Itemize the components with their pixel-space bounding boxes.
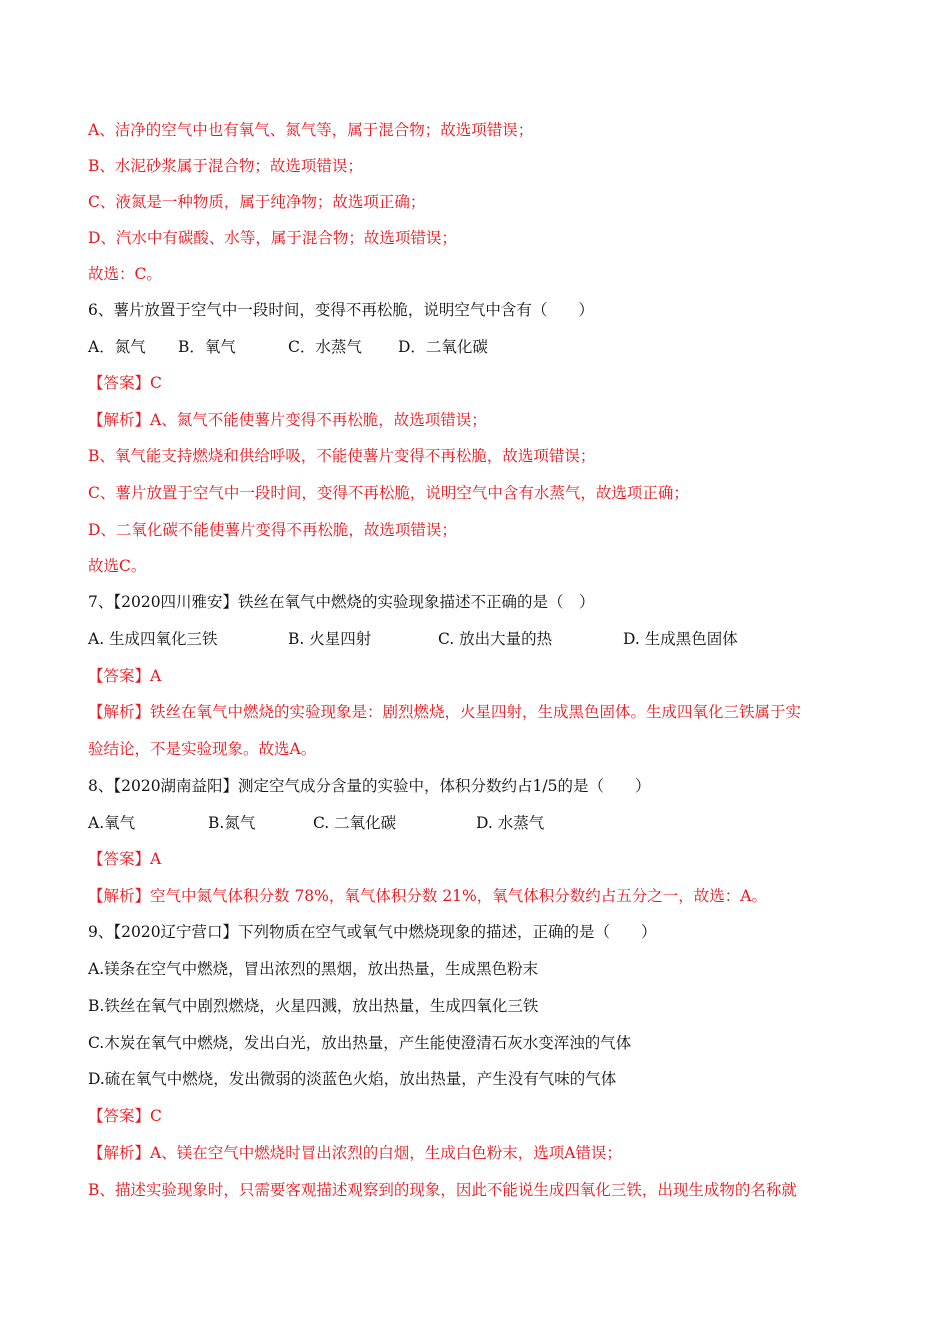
q8-analysis-line bbox=[88, 886, 767, 906]
q9-option-b: B.铁丝在氧气中剧烈燃烧，火星四溅，放出热量，生成四氧化三铁 bbox=[88, 997, 539, 1015]
q5-explanation-a: A、洁净的空气中也有氧气、氮气等，属于混合物；故选项错误； bbox=[88, 121, 534, 139]
q9-stem: 9、【2020辽宁营口】下列物质在空气或氧气中燃烧现象的描述，正确的是（ ） bbox=[88, 923, 657, 941]
q6-analysis-line: C、薯片放置于空气中一段时间，变得不再松脆，说明空气中含有水蒸气，故选项正确； bbox=[88, 484, 689, 502]
q7-option-b: B. 火星四射 bbox=[288, 630, 372, 648]
answer-value: A bbox=[150, 850, 162, 868]
q8-stem: 8、【2020湖南益阳】测定空气成分含量的实验中，体积分数约占1/5的是（ ） bbox=[88, 777, 651, 795]
q6-option-b: B．氧气 bbox=[178, 338, 236, 356]
q6-analysis-line: D、二氧化碳不能使薯片变得不再松脆，故选项错误； bbox=[88, 521, 457, 539]
q8-option-b: B.氮气 bbox=[208, 814, 256, 832]
q8-option-d: D. 水蒸气 bbox=[476, 814, 545, 832]
analysis-tag: 【解析】 bbox=[88, 411, 151, 429]
q9-option-d: D.硫在氧气中燃烧，发出微弱的淡蓝色火焰，放出热量，产生没有气味的气体 bbox=[88, 1070, 617, 1088]
q5-explanation-d: D、汽水中有碳酸、水等，属于混合物；故选项错误； bbox=[88, 229, 457, 247]
q7-option-a: A. 生成四氧化三铁 bbox=[88, 630, 218, 648]
answer-tag: 【答案】 bbox=[88, 850, 151, 868]
q6-answer bbox=[88, 373, 162, 393]
q6-option-c: C．水蒸气 bbox=[288, 338, 362, 356]
q9-option-c: C.木炭在氧气中燃烧，发出白光，放出热量，产生能使澄清石灰水变浑浊的气体 bbox=[88, 1034, 632, 1052]
q8-option-c: C. 二氧化碳 bbox=[313, 814, 397, 832]
analysis-text: 铁丝在氧气中燃烧的实验现象是：剧烈燃烧，火星四射，生成黑色固体。生成四氧化三铁属于实 bbox=[150, 703, 802, 721]
q7-stem: 7、【2020四川雅安】铁丝在氧气中燃烧的实验现象描述不正确的是（ ） bbox=[88, 593, 595, 611]
analysis-text: 空气中氮气体积分数 78%，氧气体积分数 21%，氧气体积分数约占五分之一，故选：A。 bbox=[150, 887, 767, 905]
answer-tag: 【答案】 bbox=[88, 667, 151, 685]
q5-explanation-c: C、液氮是一种物质，属于纯净物；故选项正确； bbox=[88, 193, 426, 211]
q8-answer bbox=[88, 849, 161, 869]
q8-options bbox=[88, 813, 544, 833]
q7-analysis-line bbox=[88, 702, 801, 722]
q6-option-a: A．氮气 bbox=[88, 338, 146, 356]
q7-option-c: C. 放出大量的热 bbox=[438, 630, 553, 648]
q6-stem: 6、薯片放置于空气中一段时间，变得不再松脆，说明空气中含有（ ） bbox=[88, 301, 594, 319]
answer-value: A bbox=[150, 667, 162, 685]
q5-conclusion: 故选：C。 bbox=[88, 265, 162, 283]
q7-option-d: D. 生成黑色固体 bbox=[623, 630, 738, 648]
analysis-tag: 【解析】 bbox=[88, 887, 151, 905]
q6-option-d: D．二氧化碳 bbox=[398, 338, 488, 356]
q7-options bbox=[88, 629, 738, 649]
q9-option-a: A.镁条在空气中燃烧，冒出浓烈的黑烟，放出热量，生成黑色粉末 bbox=[88, 960, 539, 978]
analysis-text: A、氮气不能使薯片变得不再松脆，故选项错误； bbox=[150, 411, 487, 429]
q7-answer bbox=[88, 666, 161, 686]
q9-analysis-line: B、描述实验现象时，只需要客观描述观察到的现象，因此不能说生成四氧化三铁，出现生成物的名称就 bbox=[88, 1181, 797, 1199]
answer-value: C bbox=[150, 374, 162, 392]
answer-value: C bbox=[150, 1107, 162, 1125]
q9-analysis-line bbox=[88, 1143, 622, 1163]
q5-explanation-b: B、水泥砂浆属于混合物；故选项错误； bbox=[88, 157, 363, 175]
q9-answer bbox=[88, 1106, 162, 1126]
q6-analysis-line: B、氧气能支持燃烧和供给呼吸，不能使薯片变得不再松脆，故选项错误； bbox=[88, 447, 596, 465]
q8-option-a: A.氧气 bbox=[88, 814, 136, 832]
q6-conclusion: 故选C。 bbox=[88, 557, 147, 575]
q6-options bbox=[88, 337, 488, 357]
q6-analysis-line bbox=[88, 410, 487, 430]
q7-analysis-line: 验结论，不是实验现象。故选A。 bbox=[88, 740, 317, 758]
analysis-text: A、镁在空气中燃烧时冒出浓烈的白烟，生成白色粉末，选项A错误； bbox=[150, 1144, 622, 1162]
answer-tag: 【答案】 bbox=[88, 1107, 151, 1125]
analysis-tag: 【解析】 bbox=[88, 703, 151, 721]
answer-tag: 【答案】 bbox=[88, 374, 151, 392]
analysis-tag: 【解析】 bbox=[88, 1144, 151, 1162]
